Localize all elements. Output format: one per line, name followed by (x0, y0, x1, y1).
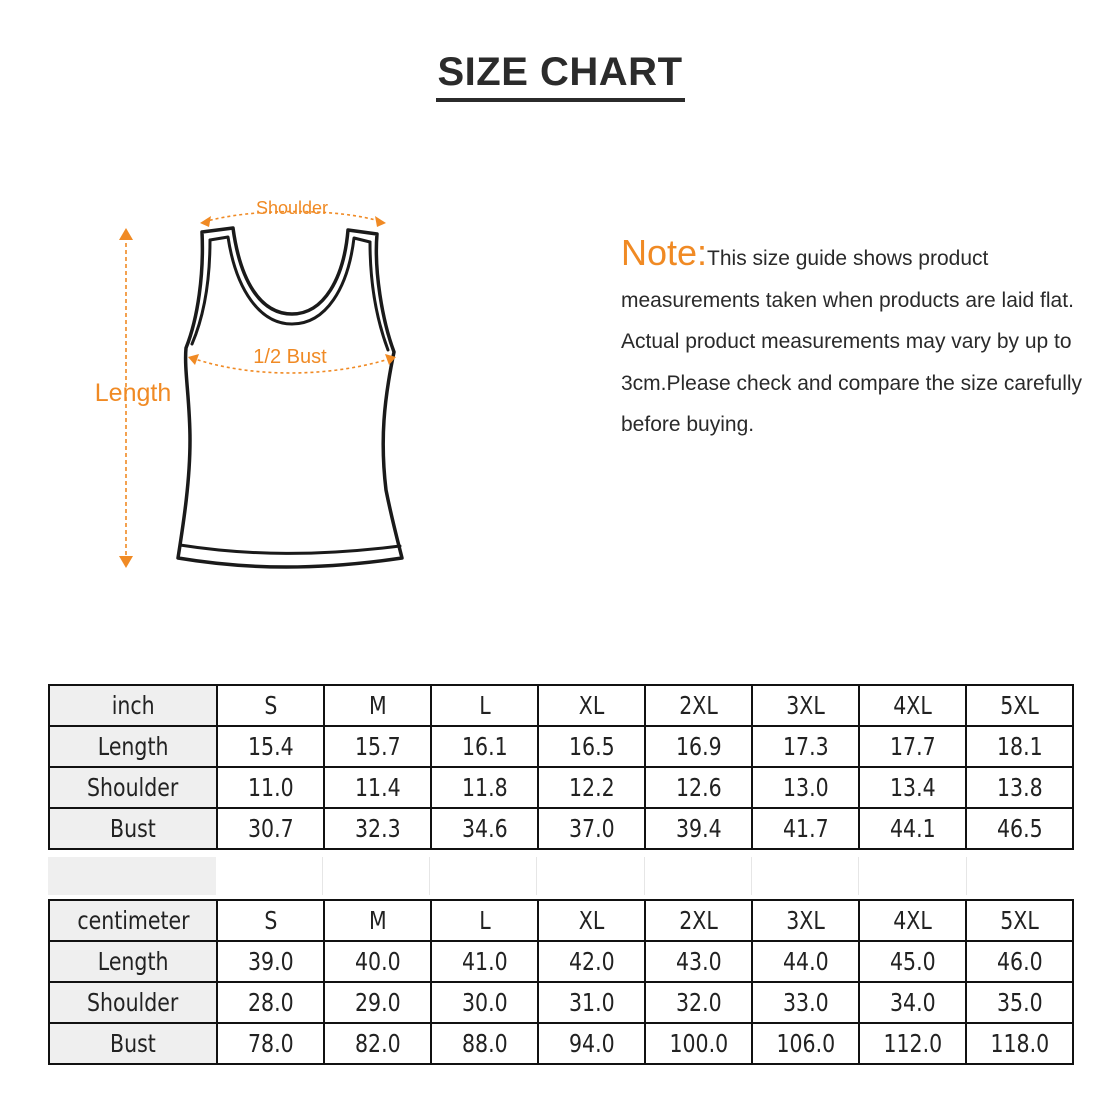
size-header-cell: L (431, 685, 538, 726)
table-cell: 34.0 (859, 982, 966, 1023)
table-cell: 41.0 (431, 941, 538, 982)
spacer-divider (644, 857, 645, 895)
table-cell: 13.8 (966, 767, 1073, 808)
table-cell: 18.1 (966, 726, 1073, 767)
spacer-divider (536, 857, 537, 895)
tank-top-diagram (80, 190, 420, 590)
tank-top-outline (178, 228, 402, 567)
table-cell: 31.0 (538, 982, 645, 1023)
table-row (49, 808, 1073, 849)
spacer-divider (751, 857, 752, 895)
table-cell: 46.0 (966, 941, 1073, 982)
table-cell: 35.0 (966, 982, 1073, 1023)
table-row (49, 726, 1073, 767)
table-cell: 11.0 (217, 767, 324, 808)
table-cell: 32.3 (324, 808, 431, 849)
table-cell: 43.0 (645, 941, 752, 982)
table-cell: 17.3 (752, 726, 859, 767)
size-header-cell: 2XL (645, 685, 752, 726)
table-cell: 16.5 (538, 726, 645, 767)
size-header-cell: M (324, 900, 431, 941)
title-text: SIZE CHART (436, 50, 685, 102)
table-cell: 44.0 (752, 941, 859, 982)
length-label: Length (94, 379, 172, 407)
size-header-cell: M (324, 685, 431, 726)
cm-header-row (49, 900, 1073, 941)
size-header-cell: 3XL (752, 900, 859, 941)
row-label-cell: Length (49, 726, 217, 767)
table-cell: 32.0 (645, 982, 752, 1023)
size-header-cell: S (217, 685, 324, 726)
spacer-divider (429, 857, 430, 895)
shoulder-label: Shoulder (255, 198, 329, 218)
table-cell: 29.0 (324, 982, 431, 1023)
spacer-shaded-cell (48, 857, 216, 895)
table-cell: 82.0 (324, 1023, 431, 1064)
table-cell: 45.0 (859, 941, 966, 982)
inch-header-row (49, 685, 1073, 726)
table-cell: 12.6 (645, 767, 752, 808)
row-label-cell: Shoulder (49, 767, 217, 808)
table-cell: 41.7 (752, 808, 859, 849)
table-cell: 40.0 (324, 941, 431, 982)
table-cell: 39.0 (217, 941, 324, 982)
bust-label: 1/2 Bust (253, 346, 327, 368)
table-cell: 11.8 (431, 767, 538, 808)
table-cell: 34.6 (431, 808, 538, 849)
table-cell: 44.1 (859, 808, 966, 849)
table-row (49, 1023, 1073, 1064)
table-cell: 15.4 (217, 726, 324, 767)
table-cell: 15.7 (324, 726, 431, 767)
table-cell: 78.0 (217, 1023, 324, 1064)
table-cell: 12.2 (538, 767, 645, 808)
table-row (49, 941, 1073, 982)
inch-size-table (48, 684, 1074, 850)
size-header-cell: 2XL (645, 900, 752, 941)
spacer-divider (322, 857, 323, 895)
table-cell: 112.0 (859, 1023, 966, 1064)
table-cell: 17.7 (859, 726, 966, 767)
table-cell: 39.4 (645, 808, 752, 849)
table-cell: 11.4 (324, 767, 431, 808)
row-label-cell: Bust (49, 808, 217, 849)
size-header-cell: 5XL (966, 685, 1073, 726)
table-cell: 46.5 (966, 808, 1073, 849)
table-row (49, 982, 1073, 1023)
unit-header-cell: inch (49, 685, 217, 726)
table-cell: 37.0 (538, 808, 645, 849)
table-row (49, 767, 1073, 808)
note-label: Note: (621, 232, 708, 273)
unit-header-cell: centimeter (49, 900, 217, 941)
size-chart-title (0, 50, 1120, 95)
row-label-cell: Bust (49, 1023, 217, 1064)
size-header-cell: XL (538, 900, 645, 941)
size-header-cell: S (217, 900, 324, 941)
table-cell: 30.0 (431, 982, 538, 1023)
cm-size-table (48, 899, 1074, 1065)
table-cell: 33.0 (752, 982, 859, 1023)
spacer-divider (858, 857, 859, 895)
size-header-cell: 3XL (752, 685, 859, 726)
table-cell: 16.1 (431, 726, 538, 767)
table-cell: 28.0 (217, 982, 324, 1023)
note-text: This size guide shows product measurements taken when products are laid flat. Actual product measurements may vary by up to 3cm.Please check and compare the size carefully before buying. (621, 247, 1083, 436)
table-cell: 88.0 (431, 1023, 538, 1064)
table-spacer (48, 857, 1074, 899)
table-cell: 16.9 (645, 726, 752, 767)
table-cell: 118.0 (966, 1023, 1073, 1064)
table-cell: 42.0 (538, 941, 645, 982)
size-header-cell: XL (538, 685, 645, 726)
table-cell: 30.7 (217, 808, 324, 849)
table-cell: 100.0 (645, 1023, 752, 1064)
table-cell: 94.0 (538, 1023, 645, 1064)
size-header-cell: 4XL (859, 685, 966, 726)
spacer-divider (966, 857, 967, 895)
size-header-cell: 5XL (966, 900, 1073, 941)
table-cell: 106.0 (752, 1023, 859, 1064)
size-header-cell: 4XL (859, 900, 966, 941)
note-block (621, 232, 1091, 446)
size-header-cell: L (431, 900, 538, 941)
row-label-cell: Shoulder (49, 982, 217, 1023)
row-label-cell: Length (49, 941, 217, 982)
table-cell: 13.0 (752, 767, 859, 808)
table-cell: 13.4 (859, 767, 966, 808)
